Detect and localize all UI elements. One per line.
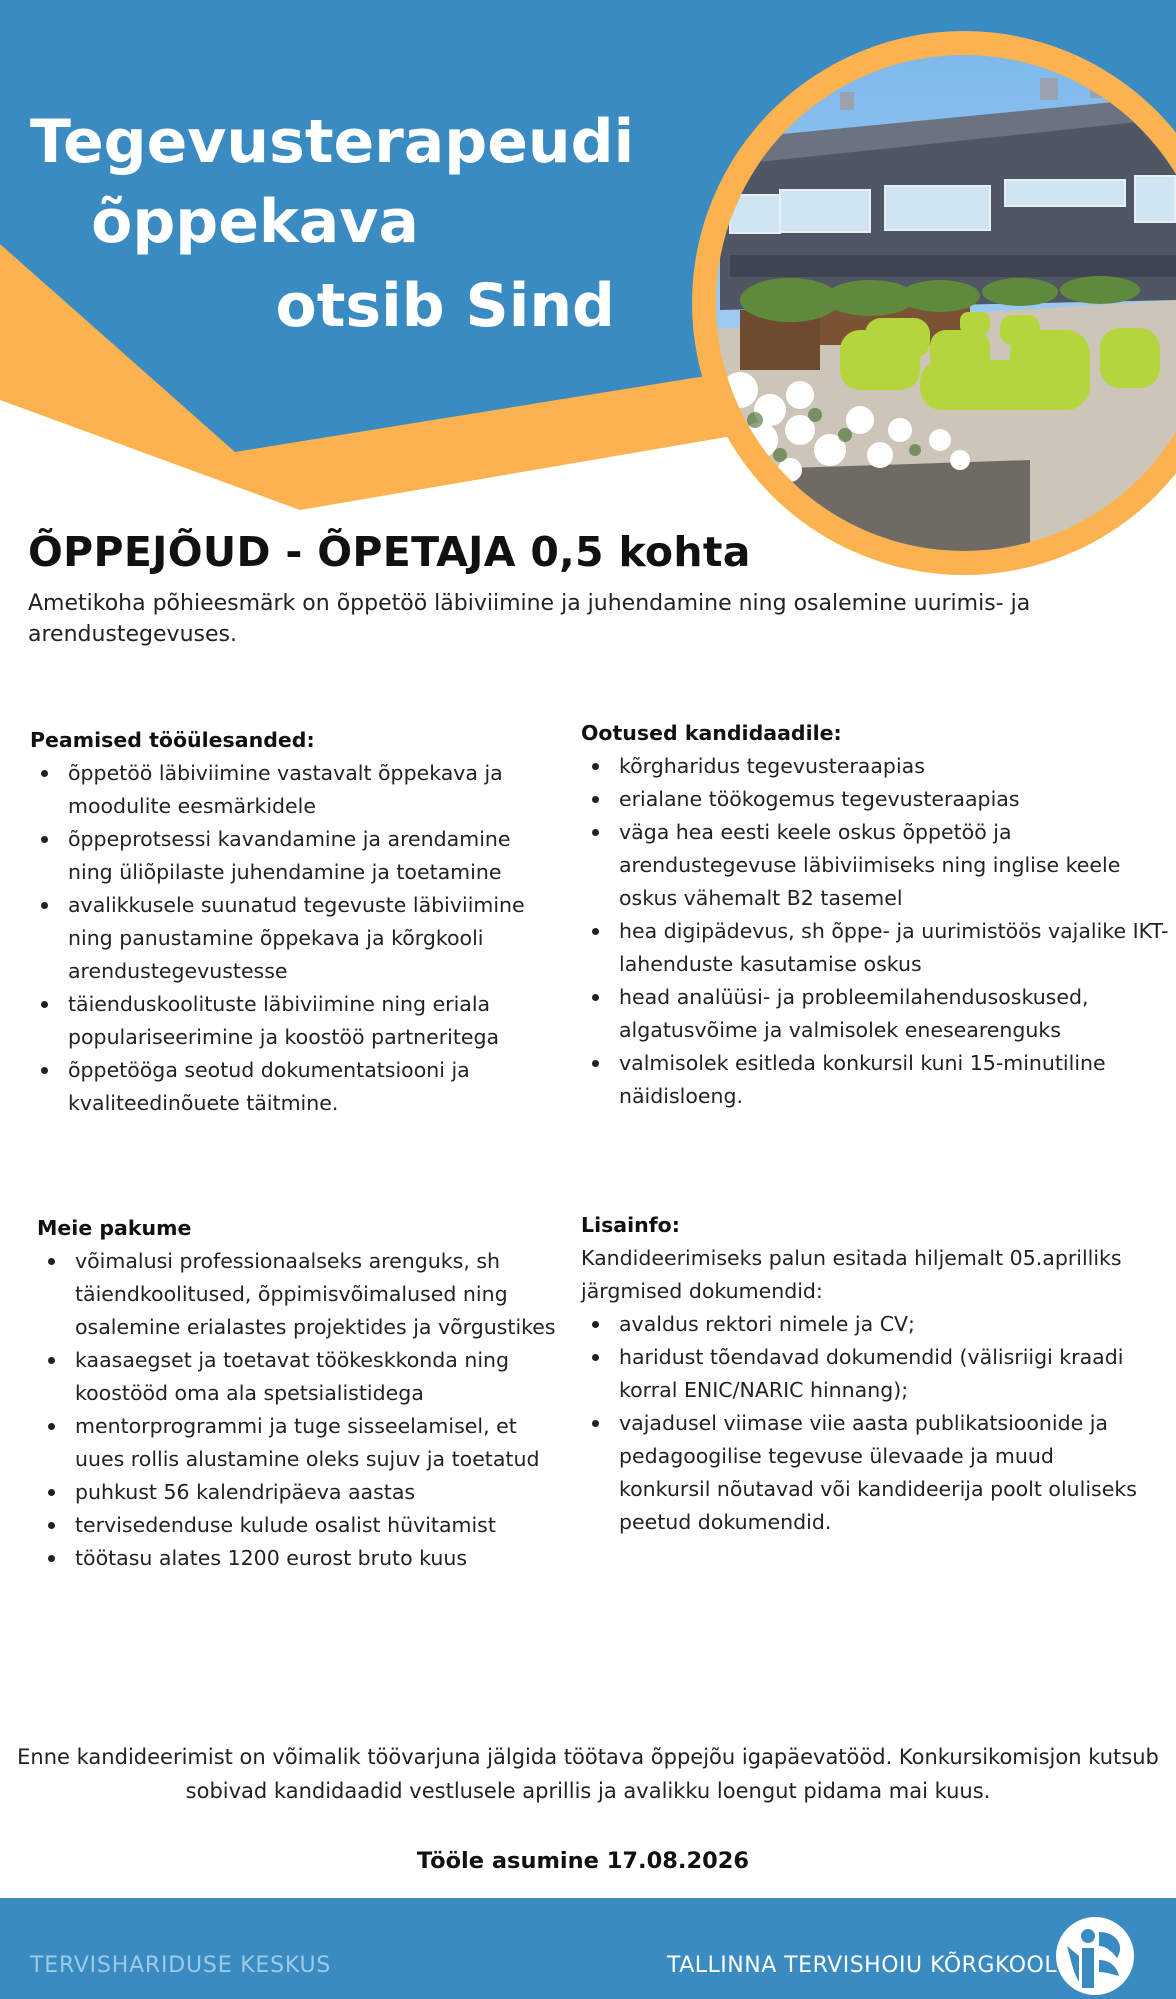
offer-heading: Meie pakume (37, 1216, 192, 1240)
list-item: valmisolek esitleda konkursil kuni 15-minutiline näidisloeng. (581, 1047, 1171, 1113)
expectations-section (581, 717, 1171, 1113)
job-title: ÕPPEJÕUD - ÕPETAJA 0,5 kohta (28, 528, 751, 576)
list-item: täienduskoolituste läbiviimine ning eriala populariseerimine ja koostöö partneritega (30, 988, 560, 1054)
list-item: kaasaegset ja toetavat töökeskkonda ning koostööd oma ala spetsialistidega (37, 1344, 567, 1410)
list-item: mentorprogrammi ja tuge sisseelamisel, et uues rollis alustamine oleks sujuv ja toetatud (37, 1410, 567, 1476)
hero-title-line-1: Tegevusterapeudi (30, 107, 635, 177)
tasks-heading: Peamised tööülesanded: (30, 728, 315, 752)
list-item: õppetööga seotud dokumentatsiooni ja kvaliteedinõuete täitmine. (30, 1054, 560, 1120)
list-item: haridust tõendavad dokumendid (välisriigi kraadi korral ENIC/NARIC hinnang); (581, 1341, 1141, 1407)
list-item: erialane töökogemus tegevusteraapias (581, 783, 1171, 816)
tasks-list (30, 757, 560, 1120)
list-item: head analüüsi- ja probleemilahendusoskused, algatusvõime ja valmisolek enesearenguks (581, 981, 1171, 1047)
footer (0, 1898, 1176, 1999)
footer-college-name: TALLINNA TERVISHOIU KÕRGKOOL (667, 1953, 1058, 1978)
list-item: vajadusel viimase viie aasta publikatsioonide ja pedagoogilise tegevuse ülevaade ja muud konkursil nõutavad või kandideerija poolt oluliseks peetud dokumendid. (581, 1407, 1141, 1539)
list-item: puhkust 56 kalendripäeva aastas (37, 1476, 567, 1509)
list-item: avaldus rektori nimele ja CV; (581, 1308, 1141, 1341)
offer-section (37, 1212, 567, 1575)
list-item: õppeprotsessi kavandamine ja arendamine ning üliõpilaste juhendamine ja toetamine (30, 823, 560, 889)
offer-list (37, 1245, 567, 1575)
hero-title-line-3: otsib Sind (275, 271, 615, 341)
info-heading: Lisainfo: (581, 1213, 680, 1237)
info-list (581, 1308, 1141, 1539)
list-item: võimalusi professionaalseks arenguks, sh täiendkoolitused, õppimisvõimalused ning osalemine erialastes projektides ja võrgustikes (37, 1245, 567, 1344)
college-logo-icon (1055, 1916, 1135, 1996)
list-item: avalikkusele suunatud tegevuste läbiviimine ning panustamine õppekava ja kõrgkooli arendustegevustesse (30, 889, 560, 988)
list-item: tervisedenduse kulude osalist hüvitamist (37, 1509, 567, 1542)
list-item: töötasu alates 1200 eurost bruto kuus (37, 1542, 567, 1575)
tasks-section (30, 724, 560, 1120)
job-intro: Ametikoha põhieesmärk on õppetöö läbiviimine ja juhendamine ning osalemine uurimis- ja arendustegevuses. (28, 591, 1031, 647)
expectations-heading: Ootused kandidaadile: (581, 721, 842, 745)
list-item: väga hea eesti keele oskus õppetöö ja arendustegevuse läbiviimiseks ning inglise keele oskus vähemalt B2 tasemel (581, 816, 1171, 915)
info-intro: Kandideerimiseks palun esitada hiljemalt 05.aprilliks järgmised dokumendid: (581, 1246, 1122, 1303)
footer-center-name: TERVISHARIDUSE KESKUS (30, 1953, 332, 1978)
start-date: Tööle asumine 17.08.2026 (416, 1848, 750, 1874)
list-item: õppetöö läbiviimine vastavalt õppekava ja moodulite eesmärkidele (30, 757, 560, 823)
info-section (581, 1209, 1141, 1539)
list-item: kõrgharidus tegevusteraapias (581, 750, 1171, 783)
expectations-list (581, 750, 1171, 1113)
hero-title-line-2: õppekava (91, 187, 419, 257)
list-item: hea digipädevus, sh õppe- ja uurimistöös vajalike IKT-lahenduste kasutamise oskus (581, 915, 1171, 981)
closing-note: Enne kandideerimist on võimalik töövarjuna jälgida töötava õppejõu igapäevatööd. Konkursikomisjon kutsub sobivad kandidaadid vestlusele aprillis ja avalikku loengut pidama mai kuus. (17, 1745, 1159, 1803)
